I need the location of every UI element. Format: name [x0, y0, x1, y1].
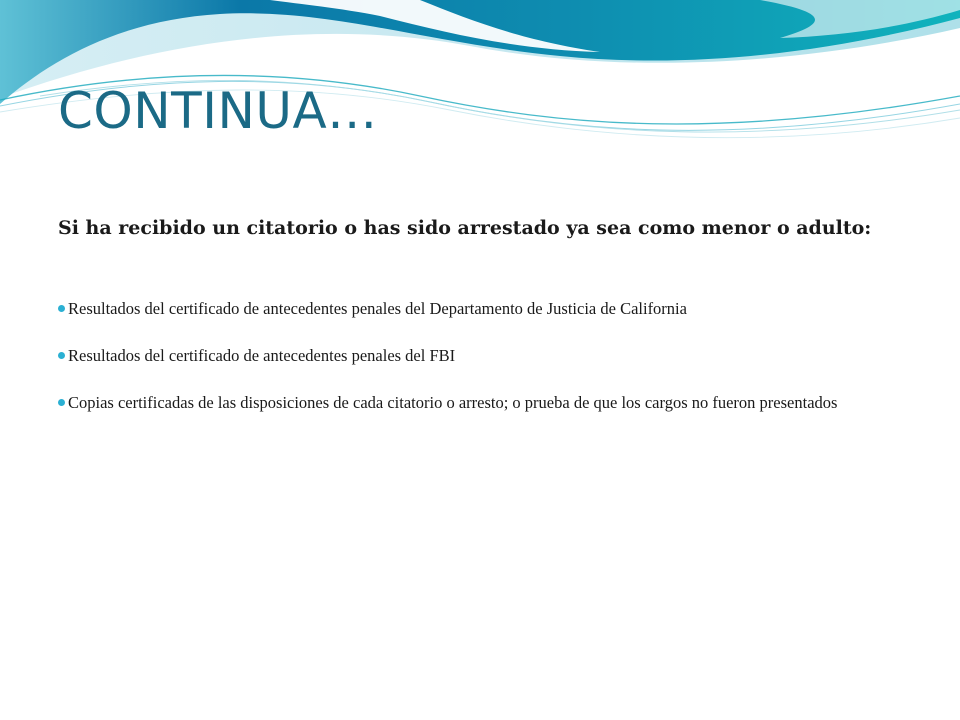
bullet-item [58, 392, 918, 413]
bullet-list [58, 298, 918, 413]
intro-text: Si ha recibido un citatorio o has sido arrestado ya sea como menor o adulto: [58, 217, 872, 239]
bullet-text: Copias certificadas de las disposiciones de cada citatorio o arresto; o prueba de que los cargos no fueron presentados [68, 393, 838, 412]
bullet-dot-icon [58, 352, 65, 359]
bullet-text: Resultados del certificado de antecedentes penales del FBI [68, 346, 456, 365]
bullet-item [58, 345, 918, 366]
bullet-item [58, 298, 918, 319]
bullet-text: Resultados del certificado de antecedentes penales del Departamento de Justicia de California [68, 299, 687, 318]
slide-title: CONTINUA… [58, 82, 378, 140]
bullet-dot-icon [58, 305, 65, 312]
bullet-dot-icon [58, 399, 65, 406]
